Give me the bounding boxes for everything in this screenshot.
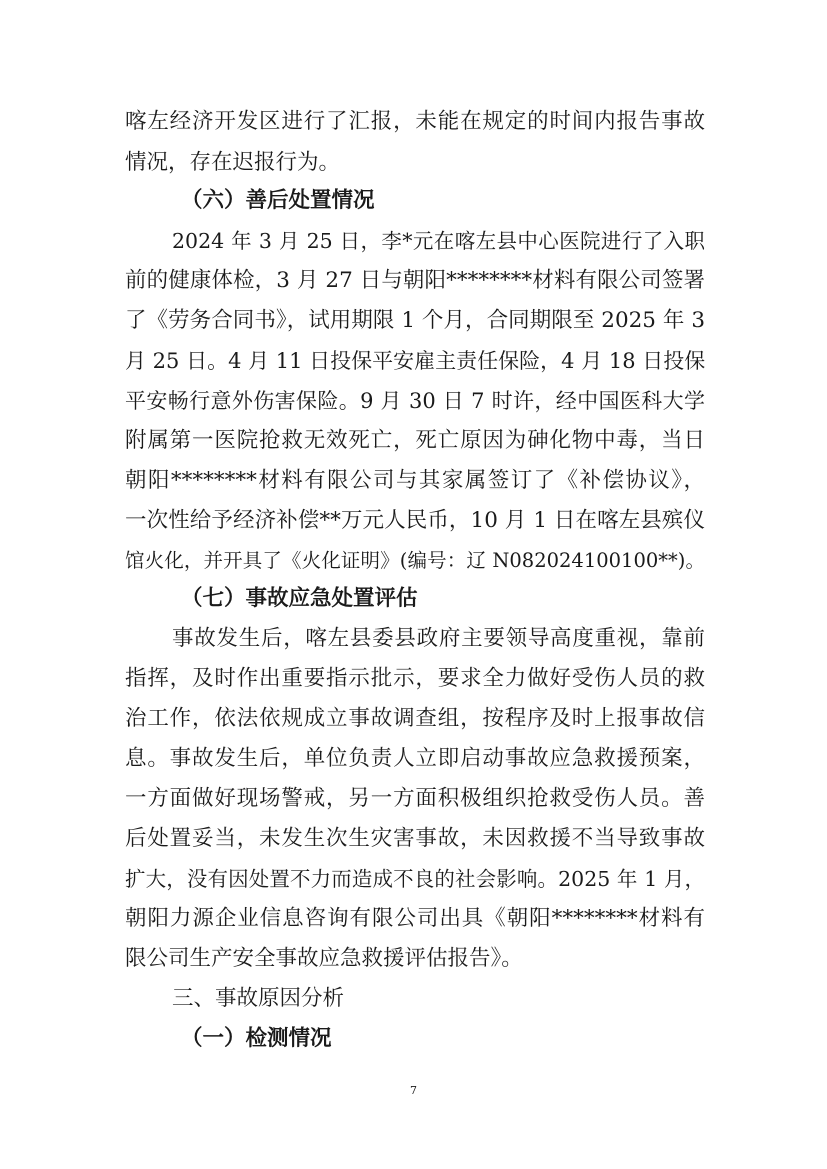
section-heading: （一）检测情况 <box>181 1026 332 1051</box>
section-heading: （六）善后处置情况 <box>181 188 375 213</box>
section-heading: （七）事故应急处置评估 <box>181 586 418 611</box>
paragraph-line: 限公司生产安全事故应急救援评估报告》。 <box>125 946 523 971</box>
paragraph-line: 月 25 日。4 月 11 日投保平安雇主责任保险，4 月 18 日投保 <box>125 349 706 373</box>
paragraph-line: 前的健康体检，3 月 27 日与朝阳********材料有限公司签署 <box>125 268 705 293</box>
paragraph-line: 治工作，依法依规成立事故调查组，按程序及时上报事故信 <box>125 706 705 731</box>
paragraph-line: 2024 年 3 月 25 日，李*元在喀左县中心医院进行了入职 <box>172 229 705 253</box>
paragraph-line: 事故发生后，喀左县委县政府主要领导高度重视，靠前 <box>172 626 705 651</box>
paragraph-line: 附属第一医院抢救无效死亡，死亡原因为砷化物中毒，当日 <box>125 428 705 453</box>
paragraph-line: 平安畅行意外伤害保险。9 月 30 日 7 时许，经中国医科大学 <box>125 389 705 413</box>
chapter-heading: 三、事故原因分析 <box>172 986 345 1011</box>
paragraph-line: 朝阳力源企业信息咨询有限公司出具《朝阳********材料有 <box>125 906 705 931</box>
paragraph-line: 喀左经济开发区进行了汇报，未能在规定的时间内报告事故 <box>125 109 705 134</box>
paragraph-line: 后处置妥当，未发生次生灾害事故，未因救援不当导致事故 <box>125 826 705 851</box>
page-number: 7 <box>410 1084 417 1097</box>
paragraph-line: 一方面做好现场警戒，另一方面积极组织抢救受伤人员。善 <box>125 786 705 811</box>
paragraph-line: 息。事故发生后，单位负责人立即启动事故应急救援预案， <box>125 746 705 771</box>
paragraph-line: 扩大，没有因处置不力而造成不良的社会影响。2025 年 1 月， <box>125 867 705 891</box>
paragraph-line: 了《劳务合同书》，试用期限 1 个月，合同期限至 2025 年 3 <box>125 308 705 333</box>
paragraph-line: 馆火化，并开具了《火化证明》(编号：辽 N082024100100**)。 <box>125 549 705 572</box>
paragraph-line: 一次性给予经济补偿**万元人民币，10 月 1 日在喀左县殡仪 <box>125 508 705 533</box>
paragraph-line: 情况，存在迟报行为。 <box>125 150 341 175</box>
paragraph-line: 指挥，及时作出重要指示批示，要求全力做好受伤人员的救 <box>125 666 705 691</box>
paragraph-line: 朝阳********材料有限公司与其家属签订了《补偿协议》， <box>125 468 705 493</box>
